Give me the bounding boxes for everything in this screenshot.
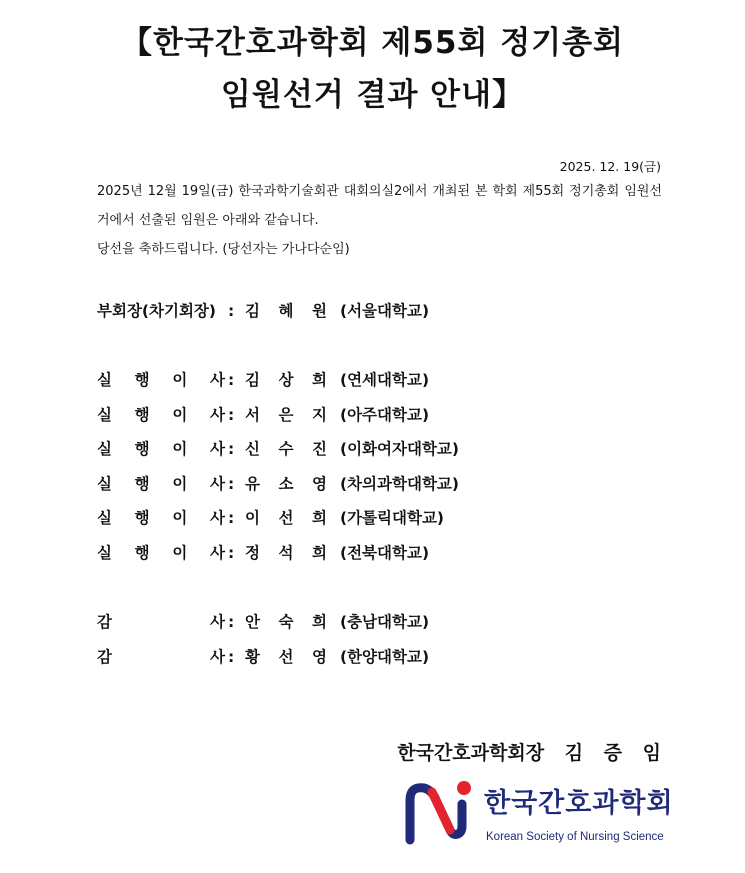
name-char: 상: [278, 371, 294, 389]
affiliation: (한양대학교): [340, 647, 430, 666]
name-char: 희: [312, 371, 327, 389]
person-name: [245, 472, 327, 496]
affiliation: (아주대학교): [340, 405, 430, 424]
role-char: 실: [97, 371, 112, 389]
name-char: 선: [278, 647, 294, 666]
colon: :: [228, 544, 235, 562]
affiliation: (충남대학교): [340, 613, 430, 631]
name-char: 수: [278, 440, 294, 459]
colon: :: [228, 405, 235, 424]
name-char: 선: [278, 509, 294, 528]
person-name: [245, 645, 327, 669]
signer: 한국간호과학회장 김 증 임: [397, 742, 661, 764]
role-label: [97, 403, 225, 427]
logo-english-text: Korean Society of Nursing Science: [486, 831, 664, 843]
colon: :: [228, 613, 235, 631]
affiliation: (전북대학교): [340, 544, 430, 562]
colon: :: [228, 509, 235, 528]
person-name: [245, 541, 327, 565]
role-char: 실: [97, 544, 112, 562]
role-char: 행: [134, 474, 150, 493]
name-char: 소: [278, 474, 294, 493]
role-char: 실: [97, 440, 112, 459]
role-char: 이: [172, 371, 188, 389]
name-char: 숙: [278, 613, 294, 631]
role-char: 이: [172, 544, 188, 562]
role-label: [97, 645, 225, 669]
person-name: [245, 299, 327, 323]
person-name: [245, 403, 327, 427]
name-char: 김: [245, 371, 260, 389]
name-char: 안: [245, 613, 260, 631]
intro-paragraph: 2025년 12월 19일(금) 한국과학기술회관 대회의실2에서 개최된 본 학회 제55회 정기총회 임원선거에서 선출된 임원은 아래와 같습니다.: [97, 184, 662, 228]
person-name: [245, 437, 327, 461]
name-char: 희: [312, 613, 327, 631]
role-char: 사: [210, 544, 225, 562]
role-label: 부회장(차기회장): [97, 302, 216, 320]
role-char: 실: [97, 509, 112, 528]
kns-logo-icon: [402, 778, 476, 846]
colon: :: [228, 474, 235, 493]
logo-korean-text: 한국간호과학회: [484, 788, 674, 819]
name-char: 석: [278, 544, 294, 562]
person-name: [245, 368, 327, 392]
role-char: 이: [172, 440, 188, 459]
name-char: 황: [245, 647, 260, 666]
role-char: 실: [97, 474, 112, 493]
colon: :: [228, 302, 235, 320]
role-char: 사: [210, 371, 225, 389]
role-label: [97, 437, 225, 461]
name-char: 원: [312, 302, 327, 320]
role-char: 행: [134, 405, 150, 424]
name-char: 영: [312, 647, 327, 666]
role-char: 사: [210, 647, 225, 666]
name-char: 지: [312, 405, 327, 424]
congrats-paragraph: 당선을 축하드립니다. (당선자는 가나다순임): [97, 242, 350, 257]
name-char: 혜: [278, 302, 294, 320]
role-char: 이: [172, 474, 188, 493]
name-char: 은: [278, 405, 294, 424]
name-char: 유: [245, 474, 260, 493]
name-char: 진: [312, 440, 327, 459]
role-char: 이: [172, 405, 188, 424]
colon: :: [228, 647, 235, 666]
role-char: 사: [210, 509, 225, 528]
role-label: [97, 610, 225, 634]
name-char: 김: [245, 302, 260, 320]
document-title-line2: 임원선거 결과 안내】: [220, 77, 525, 113]
name-char: 이: [245, 509, 260, 528]
affiliation: (서울대학교): [340, 302, 430, 320]
affiliation: (차의과학대학교): [340, 474, 459, 493]
role-char: 행: [134, 509, 150, 528]
role-char: 사: [210, 405, 225, 424]
colon: :: [228, 371, 235, 389]
name-char: 희: [312, 544, 327, 562]
name-char: 희: [312, 509, 327, 528]
person-name: [245, 610, 327, 634]
affiliation: (이화여자대학교): [340, 440, 459, 459]
document-date: 2025. 12. 19(금): [559, 159, 661, 174]
name-char: 영: [312, 474, 327, 493]
role-char: 실: [97, 405, 112, 424]
role-char: 이: [172, 509, 188, 528]
role-label: [97, 506, 225, 530]
role-label: [97, 368, 225, 392]
role-char: 행: [134, 371, 150, 389]
affiliation: (연세대학교): [340, 371, 430, 389]
person-name: [245, 506, 327, 530]
colon: :: [228, 440, 235, 459]
document-title-line1: 【한국간호과학회 제55회 정기총회: [120, 25, 625, 61]
name-char: 신: [245, 440, 260, 459]
role-char: 감: [97, 613, 112, 631]
affiliation: (가톨릭대학교): [340, 509, 445, 528]
role-char: 행: [134, 440, 150, 459]
role-char: 행: [134, 544, 150, 562]
intro-text: [97, 177, 662, 264]
name-char: 정: [245, 544, 260, 562]
role-label: [97, 472, 225, 496]
name-char: 서: [245, 405, 260, 424]
role-char: 사: [210, 613, 225, 631]
role-char: 사: [210, 440, 225, 459]
role-label: [97, 541, 225, 565]
role-char: 사: [210, 474, 225, 493]
role-char: 감: [97, 647, 112, 666]
